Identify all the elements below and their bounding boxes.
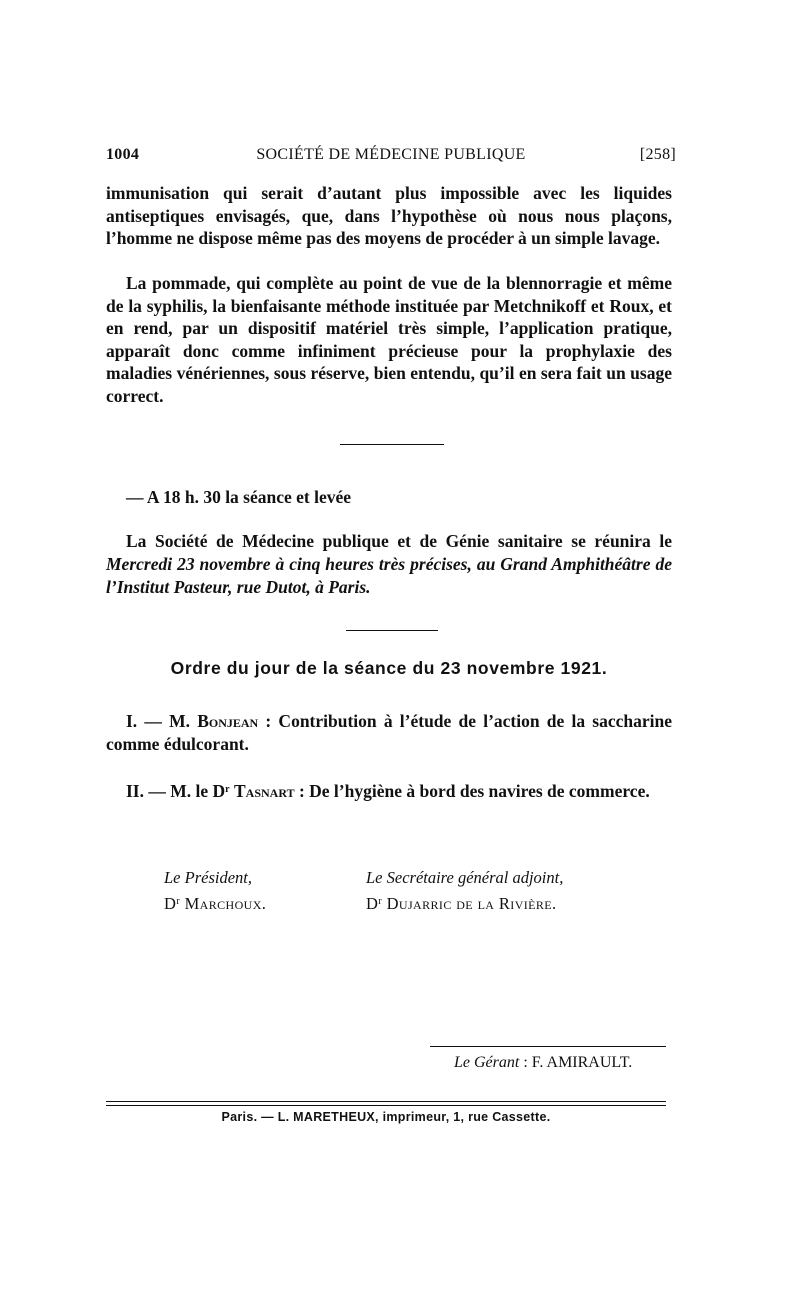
section-divider bbox=[346, 630, 438, 631]
signature-title: D bbox=[366, 894, 379, 913]
signature-name: Dujarric de la Rivière. bbox=[386, 894, 557, 913]
title-superscript: r bbox=[176, 896, 181, 907]
announcement-paragraph bbox=[106, 530, 672, 599]
announcement-date: Mercredi 23 novembre à cinq heures très précises bbox=[106, 554, 468, 574]
signature-president bbox=[164, 866, 266, 916]
agenda-item-text: : De l’hygiène à bord des navires de commerce. bbox=[294, 781, 650, 801]
section-divider bbox=[340, 444, 444, 445]
closing-line: — A 18 h. 30 la séance et levée bbox=[126, 487, 352, 507]
speaker-name: Tasnart bbox=[233, 781, 295, 801]
imprint-divider bbox=[106, 1101, 666, 1102]
running-title: SOCIÉTÉ DE MÉDECINE PUBLIQUE bbox=[256, 146, 526, 163]
signature-name-line bbox=[164, 890, 266, 916]
agenda-item-2 bbox=[106, 778, 672, 803]
gerant-separator: : F. bbox=[519, 1054, 547, 1071]
speaker-name: Bonjean bbox=[197, 711, 259, 731]
signature-name-line bbox=[366, 890, 563, 916]
gerant-divider bbox=[430, 1046, 666, 1047]
signature-role: Le Secrétaire général adjoint, bbox=[366, 868, 564, 887]
page-reference: [258] bbox=[639, 146, 676, 163]
gerant-label: Le Gérant bbox=[454, 1054, 520, 1071]
printer-imprint: Paris. — L. MARETHEUX, imprimeur, 1, rue Cassette. bbox=[221, 1110, 551, 1124]
imprint-divider bbox=[106, 1105, 666, 1106]
agenda-item-prefix: I. — M. bbox=[126, 711, 198, 731]
paragraph-2: La pommade, qui complète au point de vue de la blennorragie et même de la syphilis, la bienfaisante méthode instituée par Metchnikoff et Roux, et en rend, par un dispositif matériel très simple, l’application pratique, apparaît donc comme infiniment précieuse pour la prophylaxie des maladies vénériennes, sous réserve, bien entendu, qu’il en sera fait un usage correct. bbox=[106, 273, 672, 406]
announcement-place: , au Grand Amphithéâtre de l’Institut Pasteur, rue Dutot, à Paris. bbox=[106, 554, 672, 597]
agenda-item-1 bbox=[106, 710, 672, 756]
title-superscript: r bbox=[378, 896, 383, 907]
page-number: 1004 bbox=[106, 146, 140, 163]
running-header bbox=[106, 146, 676, 168]
gerant-name: AMIRAULT. bbox=[546, 1054, 633, 1071]
agenda-title: Ordre du jour de la séance du 23 novembre 1921. bbox=[170, 658, 608, 678]
gerant-line bbox=[454, 1054, 632, 1072]
signature-name: Marchoux. bbox=[184, 894, 267, 913]
announcement-intro: La Société de Médecine publique et de Génie sanitaire se réunira le bbox=[126, 531, 672, 551]
signature-role: Le Président, bbox=[164, 868, 252, 887]
paragraph-1: immunisation qui serait d’autant plus impossible avec les liquides antiseptiques envisagés, que, dans l’hypothèse où nous nous plaçons, l’homme ne dispose même pas des moyens de procéder à un simple lavage. bbox=[106, 183, 672, 248]
agenda-item-prefix: II. — M. le D bbox=[126, 781, 226, 801]
signature-secretary bbox=[366, 866, 563, 916]
title-superscript: r bbox=[225, 784, 230, 795]
agenda-item-text: : Contribution à l’étude de l’action de la saccharine comme édulcorant. bbox=[106, 711, 673, 754]
signature-title: D bbox=[164, 894, 177, 913]
